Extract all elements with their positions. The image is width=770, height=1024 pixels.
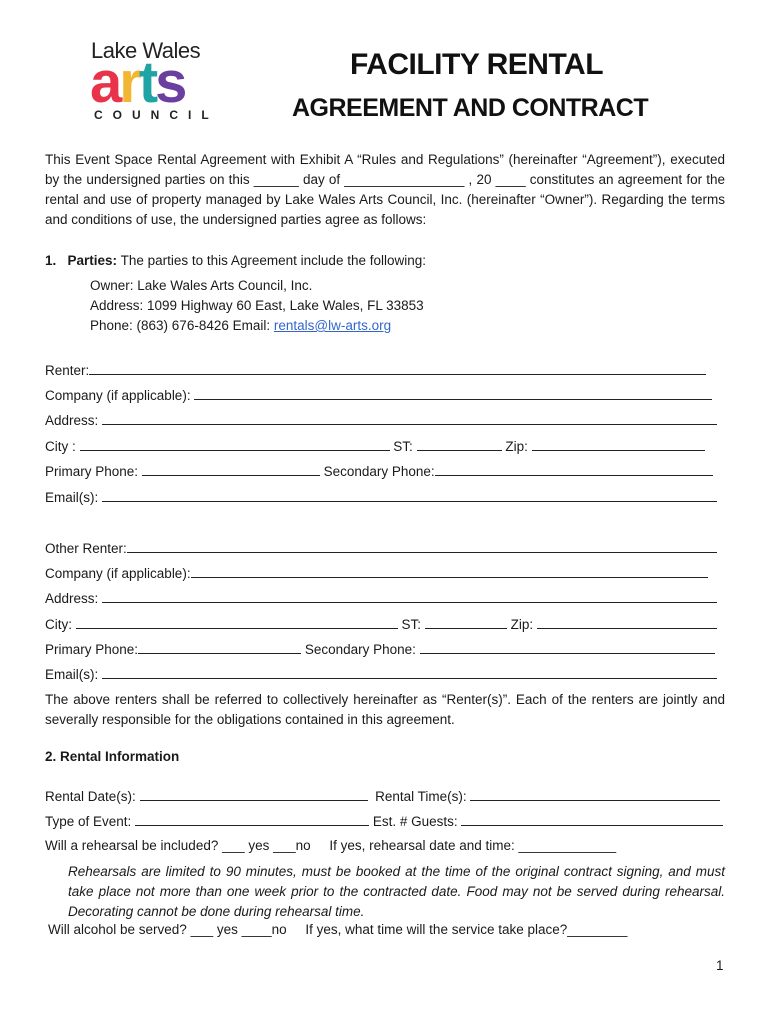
other-secondary-phone-input-line[interactable] [420,641,715,654]
logo-letter-s: s [155,50,185,115]
logo-top-text: Lake Wales [91,38,201,63]
primary-phone-input-line[interactable] [142,463,320,476]
section1-number: 1. [45,253,57,268]
city-label: City : [45,439,76,454]
city-row [45,438,705,454]
st-input-line[interactable] [417,438,502,451]
renter-label: Renter: [45,363,90,378]
zip-label: Zip: [505,439,528,454]
other-email-row [45,666,717,682]
address-label: Address: [45,413,99,428]
other-st-input-line[interactable] [425,616,507,629]
other-company-label: Company (if applicable): [45,566,191,581]
renter-input-line[interactable] [89,362,706,375]
owner-phone-text: Phone: (863) 676-8426 Email: [90,318,274,333]
section1-text: The parties to this Agreement include the following: [120,253,427,268]
alcohol-question: Will alcohol be served? ___ yes ____no If yes, what time will the service take place?________ [48,922,628,937]
rehearsal-note: Rehearsals are limited to 90 minutes, must be booked at the time of the original contract signing, and must take place not more than one week prior to the contracted date. Food may not be served during rehearsal. Decorating cannot be done during rehearsal time. [68,864,725,919]
logo-letter-t: t [138,50,156,115]
other-email-label: Email(s): [45,667,99,682]
zip-input-line[interactable] [532,438,705,451]
other-secondary-phone-label: Secondary Phone: [304,642,416,657]
secondary-phone-input-line[interactable] [435,463,713,476]
section1-heading [45,253,426,268]
primary-phone-label: Primary Phone: [45,464,139,479]
rental-dates-label: Rental Date(s): [45,789,136,804]
owner-phone-line [90,318,391,333]
intro-paragraph: This Event Space Rental Agreement with Exhibit A “Rules and Regulations” (hereinafter “Agreement”), executed by the undersigned parties on this ______ day of ________________ , 20 ____ constitutes an agreement for the rental and use of property managed by Lake Wales Arts Council, Inc. (hereinafter “Owner”). Regarding the terms and conditions of use, the undersigned parties agree as follows: [45,152,725,227]
company-row [45,387,712,403]
other-city-row [45,616,717,632]
section1-title: Parties: [67,253,118,268]
event-type-row [45,813,723,829]
company-input-line[interactable] [194,387,712,400]
other-zip-input-line[interactable] [537,616,717,629]
logo-letter-a: a [90,50,120,115]
other-address-label: Address: [45,591,99,606]
email-label: Email(s): [45,490,99,505]
other-st-label: ST: [401,617,422,632]
other-city-label: City: [45,617,72,632]
section2-heading: 2. Rental Information [45,749,180,764]
guests-label: Est. # Guests: [372,814,458,829]
other-company-row [45,565,708,581]
event-type-input-line[interactable] [135,813,369,826]
guests-input-line[interactable] [461,813,723,826]
city-input-line[interactable] [80,438,390,451]
renter-row [45,362,706,378]
owner-line: Owner: Lake Wales Arts Council, Inc. [90,278,313,293]
email-row [45,489,717,505]
other-address-input-line[interactable] [102,590,717,603]
other-primary-phone-input-line[interactable] [138,641,301,654]
address-row [45,412,717,428]
rental-dates-row [45,788,720,804]
page-number: 1 [716,958,724,973]
rental-time-label: Rental Time(s): [375,789,467,804]
rental-time-input-line[interactable] [470,788,720,801]
other-address-row [45,590,717,606]
other-company-input-line[interactable] [191,565,708,578]
other-primary-phone-label: Primary Phone: [45,642,139,657]
email-input-line[interactable] [102,489,717,502]
title-line1: FACILITY RENTAL [350,48,604,81]
other-renter-input-line[interactable] [127,540,717,553]
title-line2: AGREEMENT AND CONTRACT [292,94,649,122]
other-email-input-line[interactable] [102,666,717,679]
rental-dates-input-line[interactable] [140,788,368,801]
logo-bottom-text: COUNCIL [94,108,219,122]
other-renter-row [45,540,717,556]
company-label: Company (if applicable): [45,388,191,403]
other-phone-row [45,641,715,657]
owner-address-line: Address: 1099 Highway 60 East, Lake Wales, FL 33853 [90,298,424,313]
logo-arts [90,52,184,114]
secondary-phone-label: Secondary Phone: [323,464,435,479]
other-city-input-line[interactable] [76,616,398,629]
phone-row [45,463,713,479]
other-renter-label: Other Renter: [45,541,127,556]
st-label: ST: [393,439,413,454]
rehearsal-question: Will a rehearsal be included? ___ yes ___no If yes, rehearsal date and time: _____________ [45,838,617,853]
renters-note: The above renters shall be referred to collectively hereinafter as “Renter(s)”. Each of the renters are jointly and severally responsible for the obligations contained in this agreement. [45,692,725,727]
address-input-line[interactable] [102,412,717,425]
event-type-label: Type of Event: [45,814,132,829]
other-zip-label: Zip: [510,617,534,632]
logo-letter-r: r [119,50,139,115]
owner-email-link[interactable]: rentals@lw-arts.org [273,318,392,333]
